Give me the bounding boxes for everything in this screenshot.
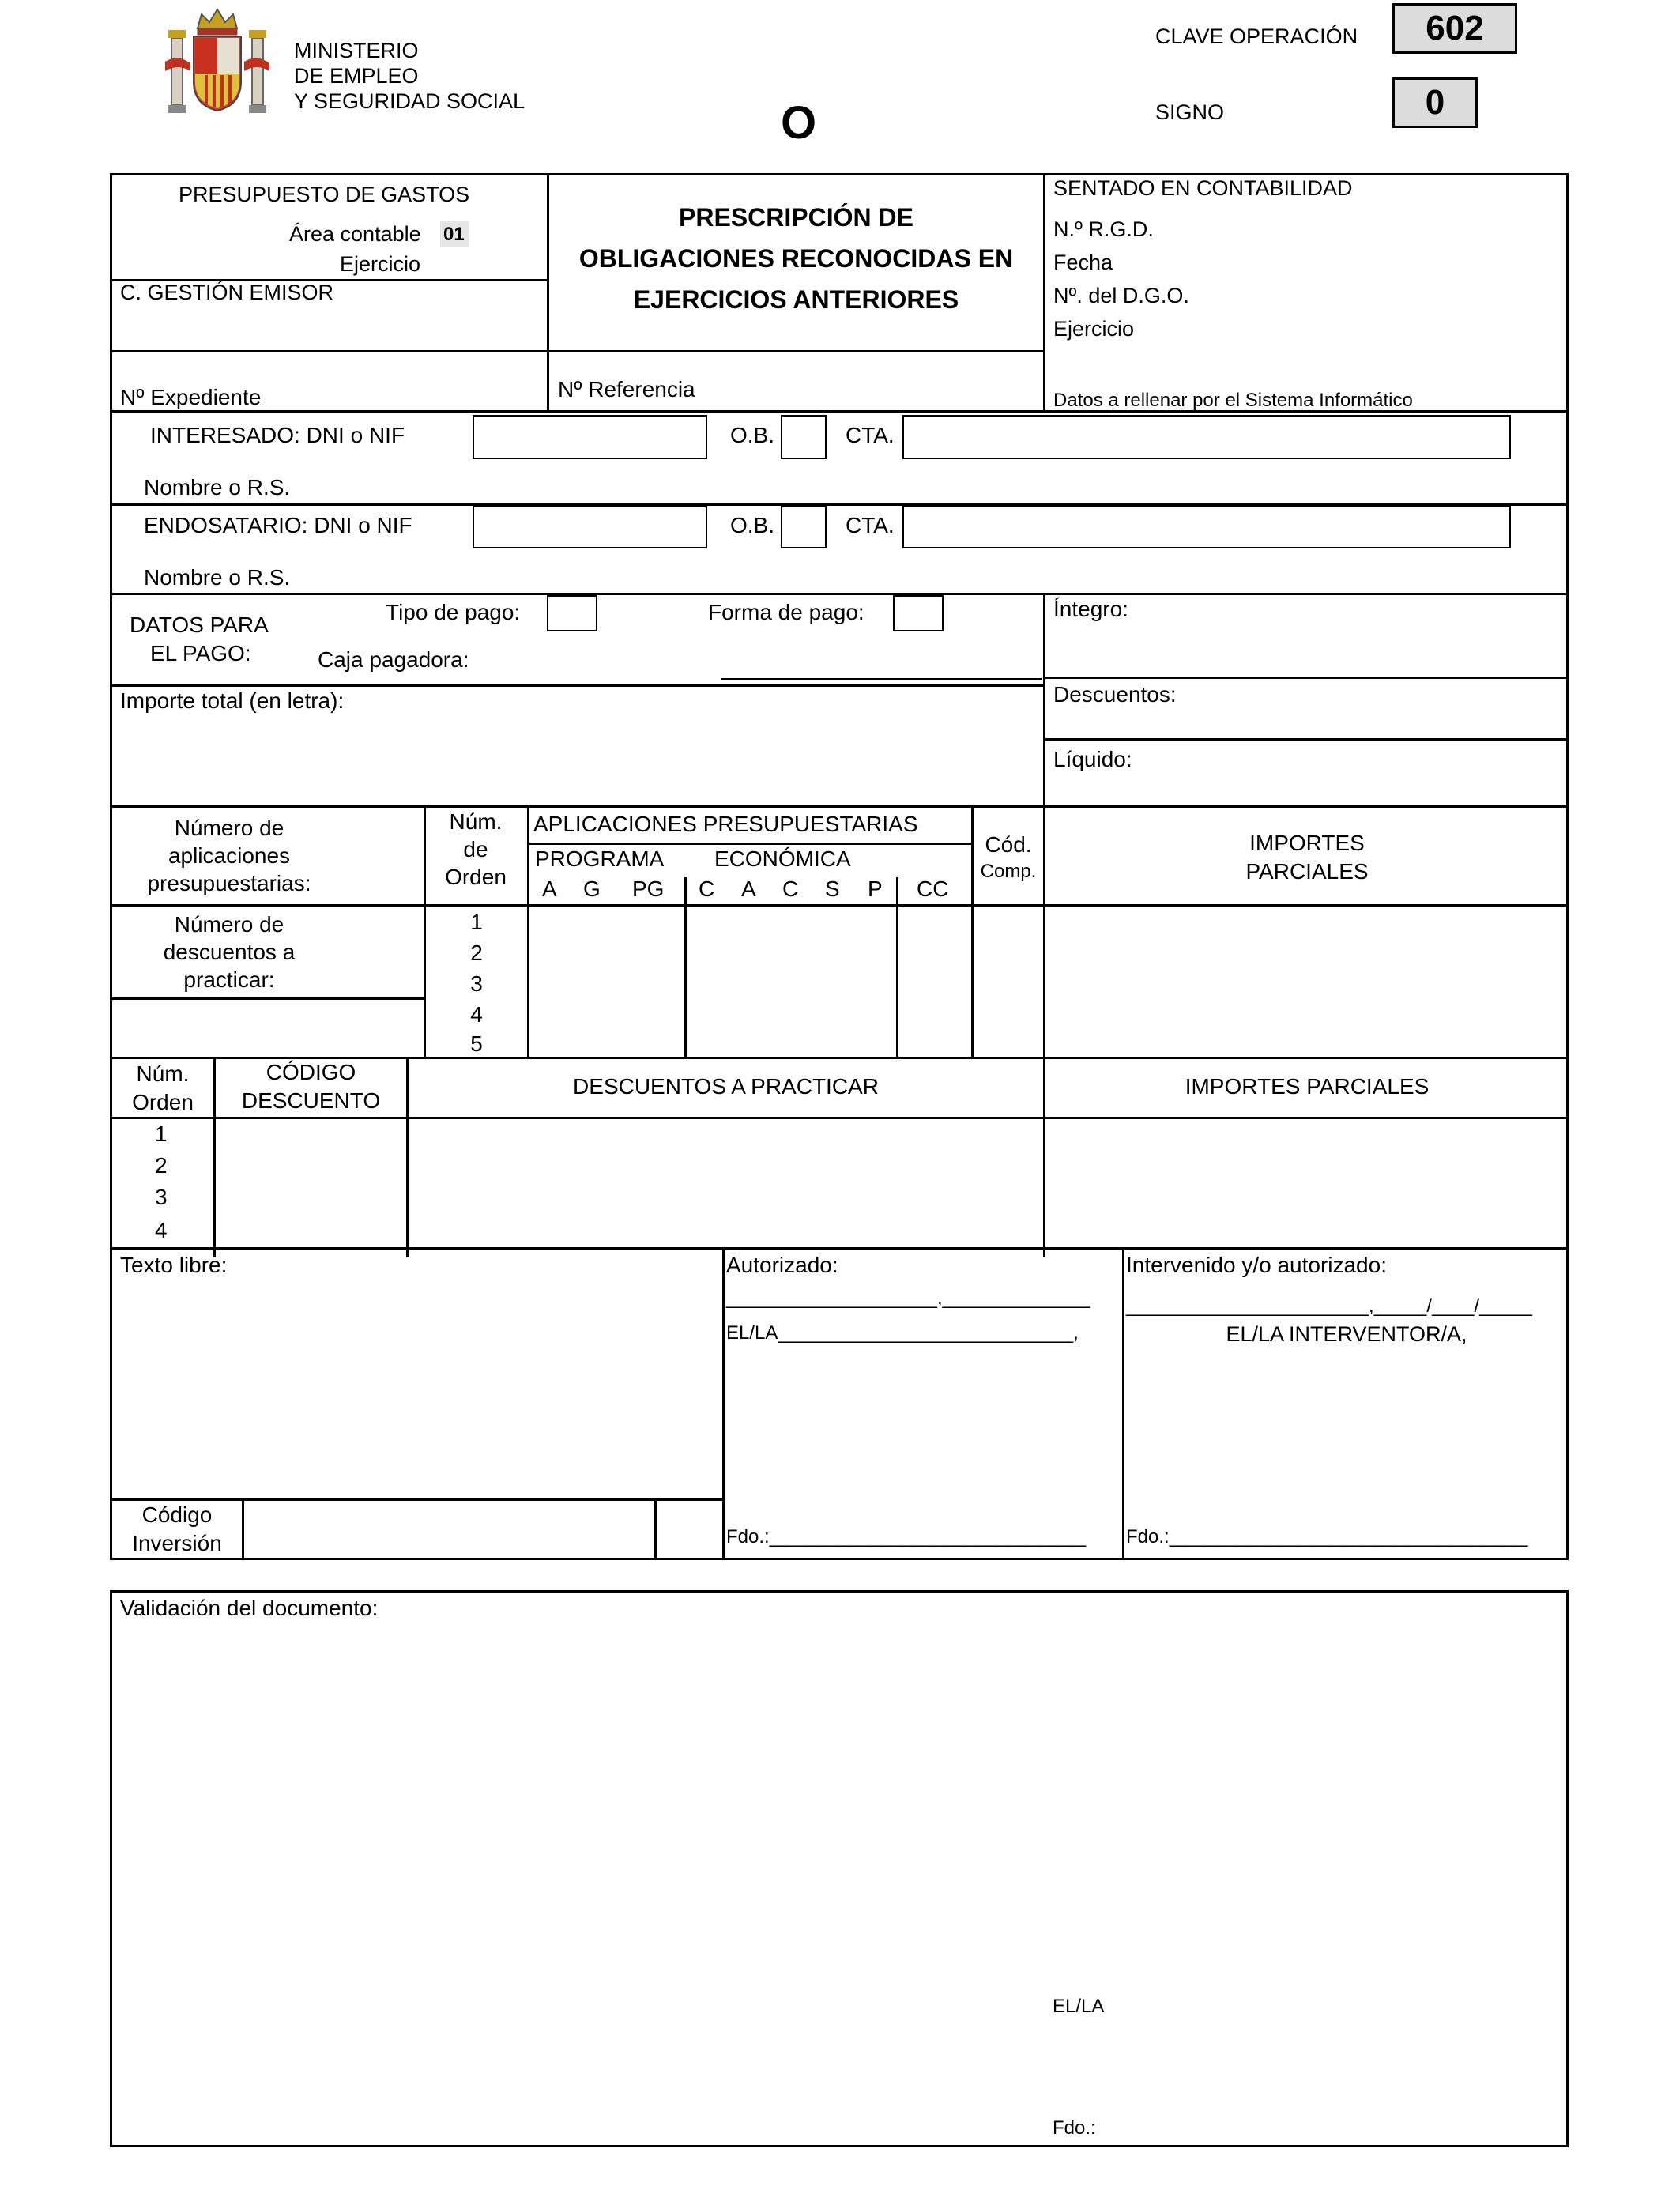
gestion-emisor-label: C. GESTIÓN EMISOR [120,281,334,304]
interesado-dni-field[interactable] [473,415,707,459]
interesado-label: INTERESADO: DNI o NIF [150,423,405,447]
contabilidad-ejercicio-label: Ejercicio [1053,317,1135,341]
clave-operacion-value: 602 [1392,3,1517,54]
datos-pago-line-2: EL PAGO: [150,641,251,665]
signo-value: 0 [1392,77,1478,128]
num-orden-label: Núm. de Orden [445,809,507,889]
validacion-fdo: Fdo.: [1053,2117,1096,2139]
col-pg: PG [632,876,665,901]
intervenido-ella-line: EL/LA INTERVENTOR/A, [1226,1322,1467,1346]
area-contable-label: Área contable [289,222,421,246]
aplicaciones-header: APLICACIONES PRESUPUESTARIAS [533,812,918,836]
sistema-note: Datos a rellenar por el Sistema Informático [1053,390,1413,411]
col-c2: C [782,876,799,901]
rgd-label: N.º R.G.D. [1053,217,1154,241]
liquido-label: Líquido: [1053,747,1132,771]
texto-libre-label: Texto libre: [120,1253,228,1277]
intervenido-label: Intervenido y/o autorizado: [1126,1253,1387,1277]
codigo-descuento-line-1: CÓDIGO [266,1060,356,1084]
importe-letra-label: Importe total (en letra): [120,688,345,713]
endosatario-ob-label: O.B. [730,513,775,537]
document-letter: O [781,97,817,149]
forma-pago-label: Forma de pago: [708,600,864,624]
importes-parciales-line-2: PARCIALES [1245,859,1369,884]
descuento-row-3: 3 [155,1185,168,1209]
ministry-line-1: MINISTERIO [294,39,419,62]
autorizado-label: Autorizado: [726,1253,838,1277]
codigo-inversion-line-2: Inversión [132,1531,222,1555]
form-title-line-2: OBLIGACIONES RECONOCIDAS EN [578,244,1014,273]
interesado-cta-label: CTA. [846,423,895,447]
area-contable-value [440,221,469,247]
tipo-pago-field[interactable] [547,595,597,631]
area-contable-text: 01 [443,224,465,245]
endosatario-nombre-label: Nombre o R.S. [144,565,291,590]
descuentos-importes-header: IMPORTES PARCIALES [1185,1074,1430,1099]
caja-pagadora-line[interactable] [721,670,1042,680]
aplicacion-row-2: 2 [470,941,483,965]
aplicacion-row-4: 4 [470,1002,483,1027]
num-aplicaciones-label: Número de aplicaciones presupuestarias: [147,816,311,895]
caja-pagadora-label: Caja pagadora: [318,647,469,672]
presupuesto-title: PRESUPUESTO DE GASTOS [179,183,470,206]
presupuesto-ejercicio-label: Ejercicio [340,252,421,276]
desc-num-orden-line-2: Orden [132,1090,194,1114]
aplicacion-row-3: 3 [470,971,483,996]
programa-label: PROGRAMA [535,846,665,871]
referencia-label: Nº Referencia [558,377,695,401]
ministry-line-2: DE EMPLEO [294,64,419,88]
expediente-label: Nº Expediente [120,385,262,409]
dgo-label: Nº. del D.G.O. [1053,284,1189,307]
ministry-line-3: Y SEGURIDAD SOCIAL [294,89,525,113]
forma-pago-field[interactable] [893,595,944,631]
num-descuentos-label: Número de descuentos a practicar: [163,912,296,992]
col-p: P [868,876,883,901]
cod-comp-line-1: Cód. [985,832,1032,857]
autorizado-fdo-line: Fdo.:______________________________ [726,1526,1087,1547]
validacion-ella: EL/LA [1053,1996,1105,2017]
validacion-box [110,1590,1569,2147]
clave-operacion-label: CLAVE OPERACIÓN [1155,25,1358,48]
importes-parciales-line-1: IMPORTES [1249,831,1365,855]
col-c1: C [699,876,715,901]
datos-pago-line-1: DATOS PARA [130,613,269,637]
form-title-line-1: PRESCRIPCIÓN DE [679,203,913,232]
endosatario-cta-field[interactable] [902,506,1511,548]
fecha-label: Fecha [1053,251,1113,274]
aplicacion-row-5: 5 [470,1031,483,1056]
col-g: G [583,876,601,901]
interesado-cta-field[interactable] [902,415,1511,459]
codigo-descuento-line-2: DESCUENTO [241,1088,381,1113]
col-s: S [825,876,840,901]
descuento-row-2: 2 [155,1153,168,1178]
desc-num-orden-line-1: Núm. [136,1061,190,1086]
autorizado-date-line: ____________________,______________ [726,1287,1090,1309]
descuento-row-4: 4 [155,1218,168,1242]
intervenido-date-line: _______________________,_____/____/_____ [1126,1295,1532,1317]
endosatario-cta-label: CTA. [846,513,895,537]
aplicacion-row-1: 1 [470,910,483,934]
signo-label: SIGNO [1155,100,1225,124]
col-a: A [542,876,557,901]
tipo-pago-label: Tipo de pago: [386,600,521,624]
descuentos-label: Descuentos: [1053,682,1177,707]
intervenido-fdo-line: Fdo.:__________________________________ [1126,1526,1528,1547]
endosatario-ob-field[interactable] [781,506,827,548]
endosatario-label: ENDOSATARIO: DNI o NIF [144,513,412,537]
descuento-row-1: 1 [155,1122,168,1146]
integro-label: Íntegro: [1053,597,1128,621]
col-a2: A [741,876,756,901]
endosatario-dni-field[interactable] [473,506,707,548]
interesado-ob-label: O.B. [730,423,775,447]
economica-label: ECONÓMICA [714,846,851,871]
autorizado-ella-line: EL/LA____________________________, [726,1322,1079,1344]
validacion-label: Validación del documento: [120,1596,379,1620]
form-title-line-3: EJERCICIOS ANTERIORES [633,285,959,314]
coat-of-arms-icon [162,6,273,121]
interesado-ob-field[interactable] [781,415,827,459]
cod-comp-line-2: Comp. [980,861,1037,882]
descuentos-practicar-header: DESCUENTOS A PRACTICAR [573,1074,879,1099]
col-cc: CC [917,876,949,901]
interesado-nombre-label: Nombre o R.S. [144,475,291,499]
contabilidad-title: SENTADO EN CONTABILIDAD [1053,176,1353,200]
codigo-inversion-line-1: Código [141,1502,213,1527]
